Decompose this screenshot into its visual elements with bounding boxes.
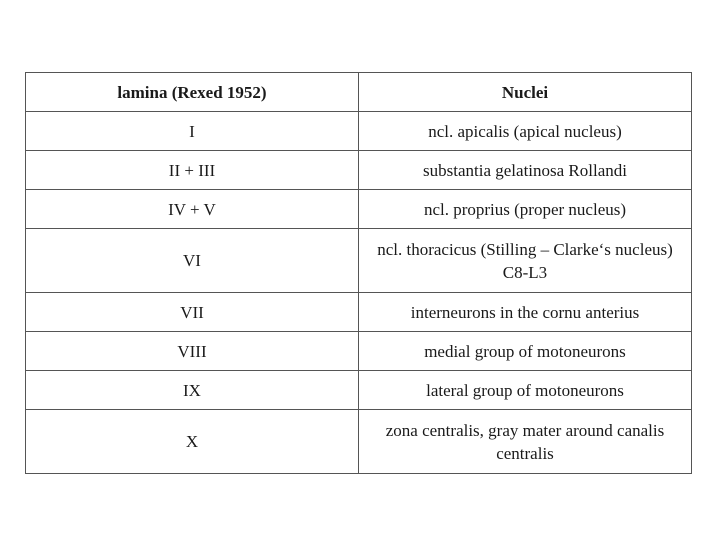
header-nuclei: Nuclei <box>359 73 692 112</box>
nuclei-cell: ncl. thoracicus (Stilling – Clarke‘s nucleus) C8-L3 <box>359 229 692 293</box>
table-row <box>26 332 692 371</box>
nuclei-cell: interneurons in the cornu anterius <box>359 293 692 332</box>
lamina-cell: VII <box>26 293 359 332</box>
lamina-cell: IV + V <box>26 190 359 229</box>
nuclei-cell: ncl. apicalis (apical nucleus) <box>359 112 692 151</box>
lamina-cell: I <box>26 112 359 151</box>
lamina-cell: VI <box>26 229 359 293</box>
nuclei-cell: medial group of motoneurons <box>359 332 692 371</box>
nuclei-cell: substantia gelatinosa Rollandi <box>359 151 692 190</box>
lamina-nuclei-table <box>25 72 692 474</box>
nuclei-cell: lateral group of motoneurons <box>359 371 692 410</box>
table-row <box>26 293 692 332</box>
table-header-row <box>26 73 692 112</box>
table-row <box>26 229 692 293</box>
table-row <box>26 190 692 229</box>
lamina-cell: IX <box>26 371 359 410</box>
header-lamina: lamina (Rexed 1952) <box>26 73 359 112</box>
table-row <box>26 112 692 151</box>
nuclei-cell: ncl. proprius (proper nucleus) <box>359 190 692 229</box>
lamina-cell: VIII <box>26 332 359 371</box>
table-row <box>26 410 692 474</box>
lamina-cell: X <box>26 410 359 474</box>
nuclei-cell: zona centralis, gray mater around canalis centralis <box>359 410 692 474</box>
lamina-cell: II + III <box>26 151 359 190</box>
table-row <box>26 151 692 190</box>
table-row <box>26 371 692 410</box>
